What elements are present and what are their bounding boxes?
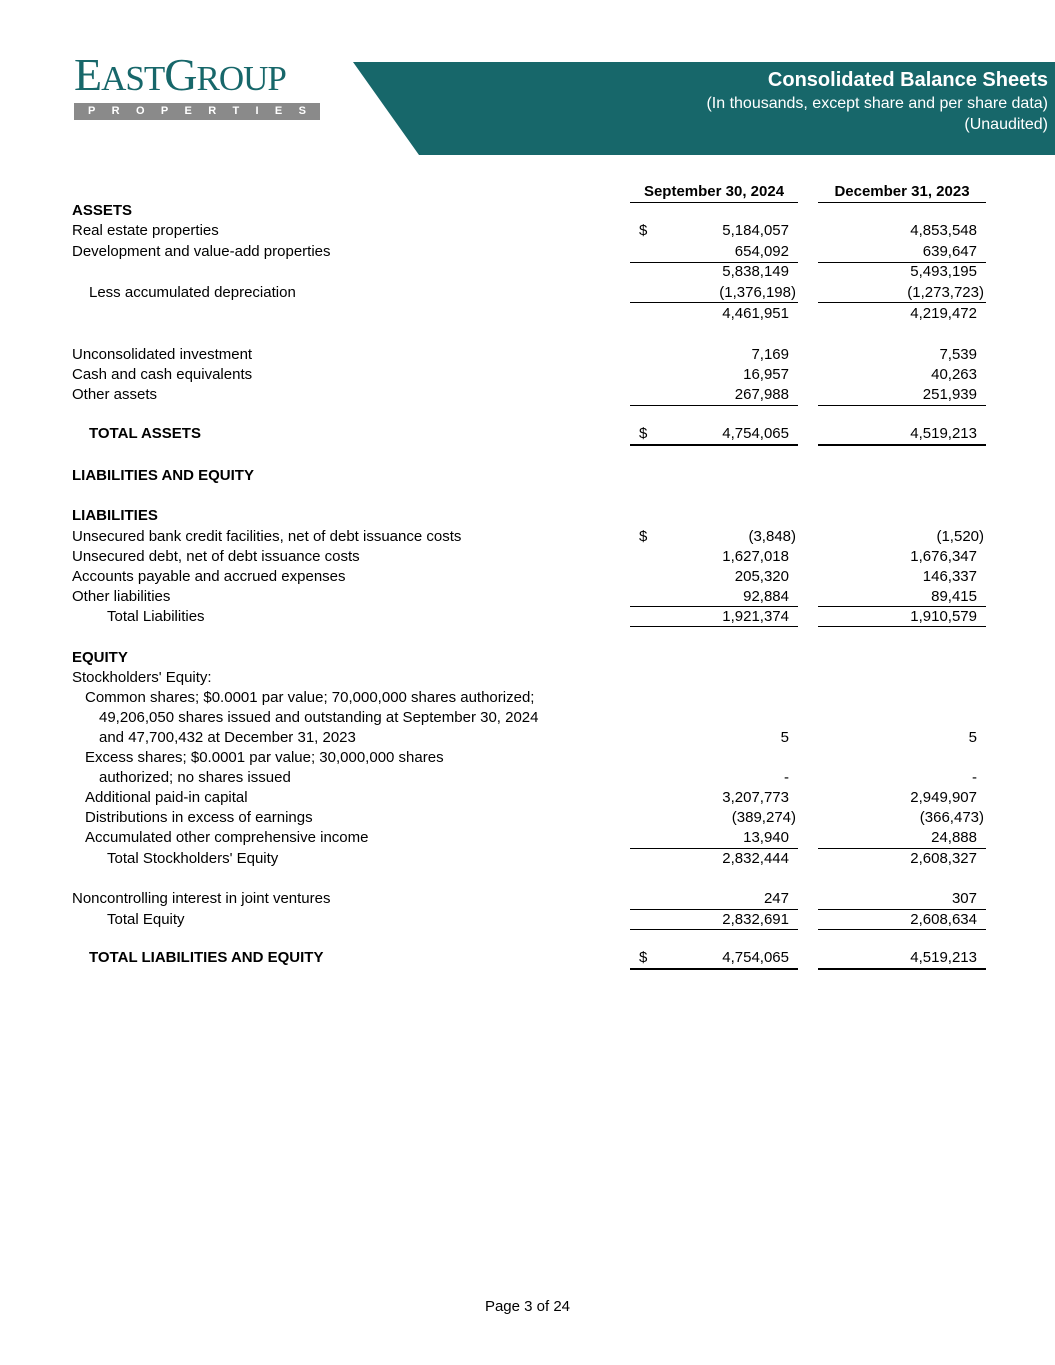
value-2023: 7,539: [939, 346, 977, 363]
header-rule: [818, 202, 986, 203]
value-2023: (1,520): [936, 528, 984, 545]
value-2024: 267,988: [734, 386, 789, 403]
value-2023: 639,647: [922, 243, 977, 260]
subtotal-rule: [630, 302, 798, 303]
header-banner: [353, 62, 1055, 155]
value-2023: 1,910,579: [910, 608, 977, 625]
subtotal-rule: [630, 626, 798, 627]
value-2024: 7,169: [751, 346, 789, 363]
value-2023: 2,608,327: [910, 850, 977, 867]
row-label: Additional paid-in capital: [85, 789, 248, 806]
dollar-sign: $: [639, 222, 648, 239]
section-assets: ASSETS: [72, 202, 133, 219]
subtotal-rule: [630, 929, 798, 930]
value-2024: 92,884: [743, 588, 789, 605]
value-2024: (3,848): [748, 528, 796, 545]
row-label: Total Stockholders' Equity: [107, 850, 279, 867]
value-2024: 205,320: [734, 568, 789, 585]
total-rule: [818, 444, 986, 446]
dollar-sign: $: [639, 425, 648, 442]
column-header-dec-2023: December 31, 2023: [834, 183, 970, 200]
page-title: Consolidated Balance Sheets: [767, 69, 1048, 91]
value-2024: 654,092: [734, 243, 789, 260]
company-logo: [74, 49, 322, 120]
row-label: Excess shares; $0.0001 par value; 30,000,000 shares: [85, 749, 444, 766]
logo-wordmark: EASTGROUP: [74, 49, 286, 100]
subtotal-rule: [818, 302, 986, 303]
value-2024: 4,754,065: [722, 425, 789, 442]
value-2024: 4,754,065: [722, 949, 789, 966]
value-2023: (366,473): [919, 809, 984, 826]
value-2024: 247: [763, 890, 789, 907]
value-2024: (1,376,198): [719, 284, 796, 301]
total-rule: [630, 444, 798, 446]
row-label: Other liabilities: [72, 588, 171, 605]
row-label: Development and value-add properties: [72, 243, 331, 260]
value-2024: (389,274): [731, 809, 796, 826]
value-2024: -: [784, 769, 789, 786]
row-label: Noncontrolling interest in joint ventures: [72, 890, 331, 907]
value-2023: 307: [951, 890, 977, 907]
value-2024: 5: [780, 729, 789, 746]
row-label: Total Liabilities: [107, 608, 205, 625]
value-2023: (1,273,723): [907, 284, 984, 301]
value-2023: 1,676,347: [910, 548, 977, 565]
value-2023: -: [972, 769, 977, 786]
row-label: Unconsolidated investment: [72, 346, 253, 363]
value-2024: 16,957: [743, 366, 789, 383]
section-liabilities: LIABILITIES: [72, 507, 158, 524]
row-label: Other assets: [72, 386, 158, 403]
value-2023: 2,608,634: [910, 911, 977, 928]
column-header-sep-2024: September 30, 2024: [643, 183, 785, 200]
value-2024: 1,921,374: [722, 608, 789, 625]
subtotal-rule: [818, 929, 986, 930]
section-liabilities-and-equity: LIABILITIES AND EQUITY: [72, 467, 254, 484]
dollar-sign: $: [639, 528, 648, 545]
value-2023: 4,519,213: [910, 949, 977, 966]
row-label: Unsecured debt, net of debt issuance costs: [72, 548, 360, 565]
subtotal-rule: [630, 405, 798, 406]
value-2024: 13,940: [743, 829, 789, 846]
value-2023: 4,853,548: [910, 222, 977, 239]
row-label: Total Equity: [107, 911, 185, 928]
row-label-total-liabilities-and-equity: TOTAL LIABILITIES AND EQUITY: [89, 949, 324, 966]
value-2023: 4,519,213: [910, 425, 977, 442]
value-2024: 2,832,444: [722, 850, 789, 867]
row-label: Cash and cash equivalents: [72, 366, 253, 383]
dollar-sign: $: [639, 949, 648, 966]
value-2023: 5,493,195: [910, 263, 977, 280]
value-2024: 2,832,691: [722, 911, 789, 928]
unaudited-note: (Unaudited): [964, 116, 1048, 133]
row-label: Accumulated other comprehensive income: [85, 829, 369, 846]
page-number: Page 3 of 24: [484, 1298, 571, 1315]
value-2023: 146,337: [922, 568, 977, 585]
value-2024: 4,461,951: [722, 305, 789, 322]
row-label: Stockholders' Equity:: [72, 669, 212, 686]
logo-properties-bar: P R O P E R T I E S: [74, 103, 320, 120]
header-rule: [630, 202, 798, 203]
total-rule: [630, 968, 798, 970]
value-2023: 5: [968, 729, 977, 746]
row-label: Distributions in excess of earnings: [85, 809, 313, 826]
subtotal-rule: [818, 405, 986, 406]
value-2023: 251,939: [922, 386, 977, 403]
value-2024: 5,184,057: [722, 222, 789, 239]
subtotal-rule: [818, 626, 986, 627]
value-2023: 24,888: [931, 829, 977, 846]
row-label: and 47,700,432 at December 31, 2023: [99, 729, 356, 746]
value-2023: 89,415: [931, 588, 977, 605]
value-2023: 2,949,907: [910, 789, 977, 806]
value-2024: 1,627,018: [722, 548, 789, 565]
section-equity: EQUITY: [72, 649, 128, 666]
value-2023: 40,263: [931, 366, 977, 383]
row-label: authorized; no shares issued: [99, 769, 291, 786]
row-label: Real estate properties: [72, 222, 219, 239]
row-label-total-assets: TOTAL ASSETS: [89, 425, 201, 442]
row-label: Common shares; $0.0001 par value; 70,000,000 shares authorized;: [85, 689, 535, 706]
row-label: Less accumulated depreciation: [89, 284, 296, 301]
page-subtitle: (In thousands, except share and per share data): [706, 95, 1048, 112]
row-label: Unsecured bank credit facilities, net of debt issuance costs: [72, 528, 462, 545]
value-2024: 5,838,149: [722, 263, 789, 280]
total-rule: [818, 968, 986, 970]
row-label: Accounts payable and accrued expenses: [72, 568, 346, 585]
value-2024: 3,207,773: [722, 789, 789, 806]
value-2023: 4,219,472: [910, 305, 977, 322]
row-label: 49,206,050 shares issued and outstanding at September 30, 2024: [99, 709, 539, 726]
